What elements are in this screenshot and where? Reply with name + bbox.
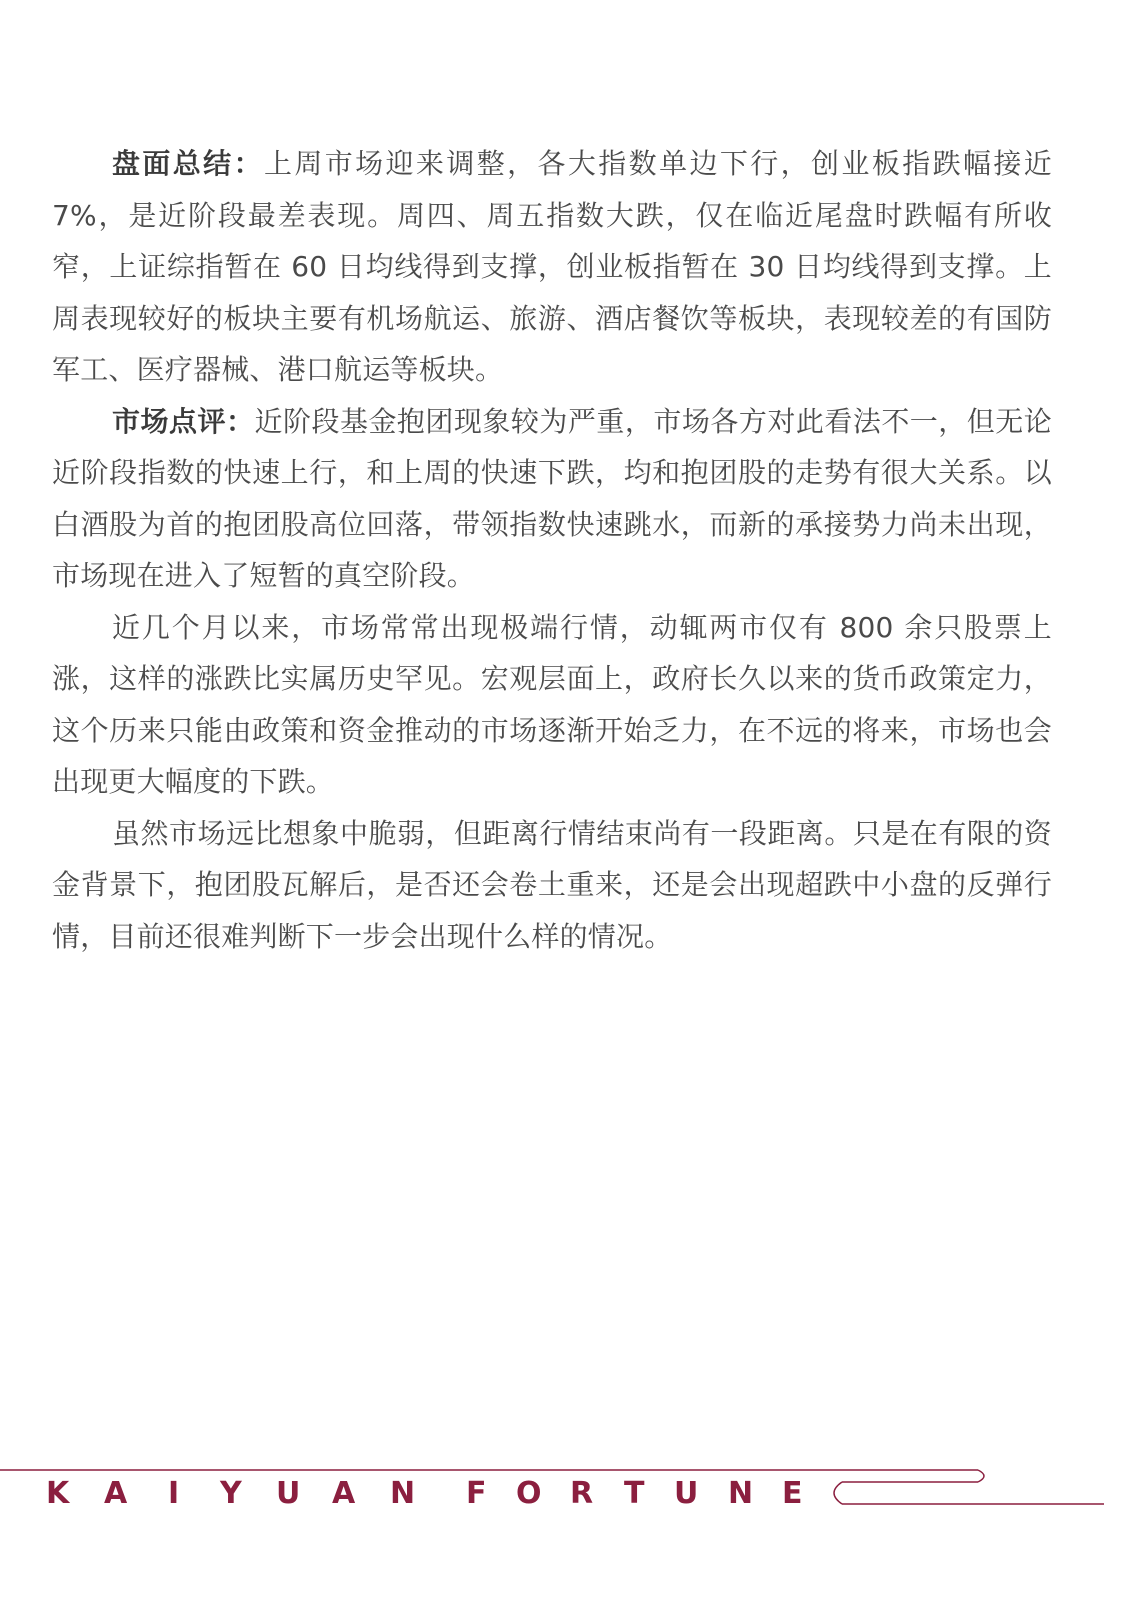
- brand-letter: T: [624, 1476, 645, 1511]
- brand-letter: R: [570, 1476, 594, 1511]
- brand-letter: E: [782, 1476, 803, 1511]
- paragraph-outlook: [52, 808, 1052, 963]
- paragraph-text: 近阶段基金抱团现象较为严重，市场各方对此看法不一，但无论近阶段指数的快速上行，和上周的快速下跌，均和抱团股的走势有很大关系。以白酒股为首的抱团股高位回落，带领指数快速跳水，而新的承接势力尚未出现，市场现在进入了短暂的真空阶段。: [52, 404, 1052, 592]
- brand-letter: A: [332, 1476, 356, 1511]
- paragraph-extreme-market: [52, 602, 1052, 808]
- paragraph-market-review: [52, 396, 1052, 602]
- paragraph-market-summary: [52, 138, 1052, 396]
- article-body: [52, 138, 1052, 962]
- brand-letter: N: [728, 1476, 754, 1511]
- page-footer: [0, 1466, 1130, 1536]
- paragraph-text: 上周市场迎来调整，各大指数单边下行，创业板指跌幅接近7%，是近阶段最差表现。周四、周五指数大跌，仅在临近尾盘时跌幅有所收窄，上证综指暂在 60 日均线得到支撑，创业板指暂在 30 日均线得到支撑。上周表现较好的板块主要有机场航运、旅游、酒店餐饮等板块，表现较差的有国防军工、医疗器械、港口航运等板块。: [52, 147, 1052, 386]
- paragraph-label: 市场点评：: [112, 404, 255, 438]
- brand-letter: F: [466, 1476, 487, 1511]
- paragraph-label: 盘面总结：: [112, 147, 264, 180]
- brand-letter: K: [46, 1476, 70, 1511]
- brand-letter: U: [276, 1476, 301, 1511]
- paragraph-text: 近几个月以来，市场常常出现极端行情，动辄两市仅有 800 余只股票上涨，这样的涨跌比实属历史罕见。宏观层面上，政府长久以来的货币政策定力，这个历来只能由政策和资金推动的市场逐渐开始乏力，在不远的将来，市场也会出现更大幅度的下跌。: [52, 610, 1052, 798]
- brand-letter: N: [390, 1476, 416, 1511]
- brand-letter: U: [674, 1476, 699, 1511]
- paragraph-text: 虽然市场远比想象中脆弱，但距离行情结束尚有一段距离。只是在有限的资金背景下，抱团股瓦解后，是否还会卷土重来，还是会出现超跌中小盘的反弹行情，目前还很难判断下一步会出现什么样的情况。: [52, 816, 1052, 953]
- brand-letter: O: [516, 1476, 542, 1511]
- brand-letter: A: [104, 1476, 128, 1511]
- brand-letter: Y: [220, 1476, 242, 1511]
- brand-letter: I: [168, 1476, 180, 1511]
